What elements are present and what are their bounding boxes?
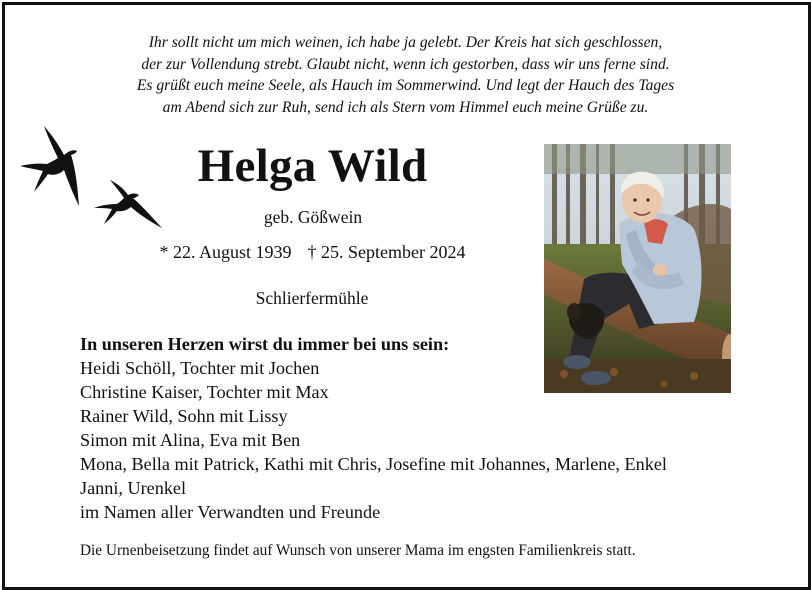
mourner-line: Christine Kaiser, Tochter mit Max [80, 382, 329, 402]
poem-line: der zur Vollendung strebt. Glaubt nicht, wenn ich gestorben, dass wir uns ferne sind. [141, 55, 670, 73]
poem-line: Ihr sollt nicht um mich weinen, ich habe ja gelebt. Der Kreis hat sich geschlossen, [148, 34, 663, 51]
mourner-line: Mona, Bella mit Patrick, Kathi mit Chris, Josefine mit Johannes, Marlene, Enkel [80, 454, 667, 474]
life-dates [100, 241, 525, 263]
mourner-line: Heidi Schöll, Tochter mit Jochen [80, 358, 320, 378]
swallow-icon [94, 180, 162, 228]
mourner-line: im Namen aller Verwandten und Freunde [80, 502, 381, 522]
poem-line: am Abend sich zur Ruh, send ich als Stern vom Himmel euch meine Grüße zu. [162, 98, 649, 116]
mourners-list [80, 332, 780, 524]
birth-date: * 22. August 1939 [159, 242, 292, 262]
place-of-residence: Schlierfermühle [255, 288, 369, 308]
swallow-icon [20, 126, 79, 206]
maiden-name: geb. Gößwein [263, 207, 363, 227]
mourner-line: Janni, Urenkel [80, 478, 187, 498]
burial-notice: Die Urnenbeisetzung findet auf Wunsch von unserer Mama im engsten Familienkreis statt. [80, 542, 636, 559]
swallow-birds-icon [18, 122, 168, 234]
deceased-name: Helga Wild [197, 140, 428, 192]
mourner-line: Simon mit Alina, Eva mit Ben [80, 430, 301, 450]
mourners-heading: In unseren Herzen wirst du immer bei uns sein: [80, 334, 450, 354]
mourner-line: Rainer Wild, Sohn mit Lissy [80, 406, 288, 426]
death-date: † 25. September 2024 [307, 242, 466, 262]
poem-line: Es grüßt euch meine Seele, als Hauch im Sommerwind. Und legt der Hauch des Tages [136, 77, 675, 94]
memorial-poem [40, 32, 771, 118]
